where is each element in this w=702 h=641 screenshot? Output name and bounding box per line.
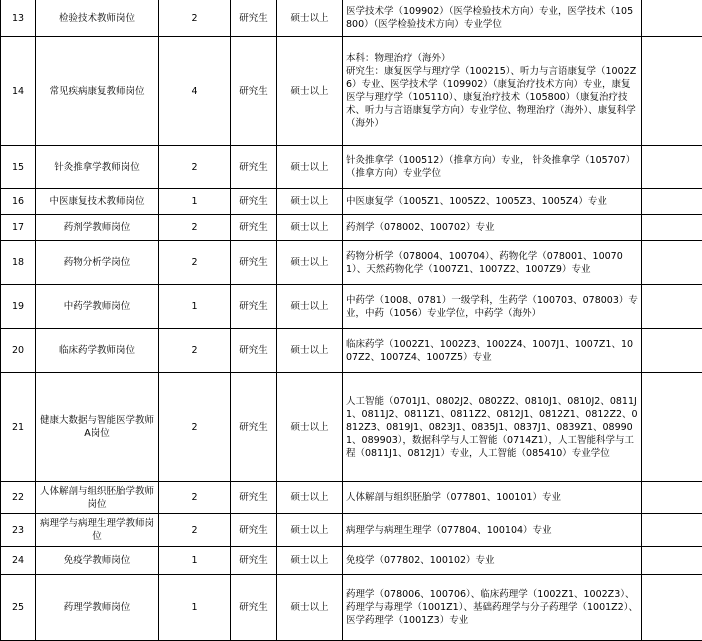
post-name: 药剂学教师岗位: [36, 215, 159, 241]
table-row: [1, 329, 702, 373]
row-number: 20: [1, 329, 36, 373]
degree: 硕士以上: [277, 547, 343, 575]
post-name: 药物分析学岗位: [36, 241, 159, 285]
headcount: 1: [159, 285, 231, 329]
post-name: 免疫学教师岗位: [36, 547, 159, 575]
headcount: 2: [159, 373, 231, 482]
degree: 硕士以上: [277, 482, 343, 514]
table-row: [1, 482, 702, 514]
row-number: 25: [1, 575, 36, 641]
row-number: 15: [1, 146, 36, 189]
education: 研究生: [231, 373, 277, 482]
education: 研究生: [231, 329, 277, 373]
remarks: [642, 514, 702, 547]
remarks: [642, 575, 702, 641]
degree: 硕士以上: [277, 285, 343, 329]
row-number: 13: [1, 0, 36, 37]
post-name: 常见疾病康复教师岗位: [36, 37, 159, 146]
degree: 硕士以上: [277, 514, 343, 547]
row-number: 23: [1, 514, 36, 547]
headcount: 2: [159, 0, 231, 37]
headcount: 1: [159, 547, 231, 575]
table-row: [1, 215, 702, 241]
headcount: 2: [159, 146, 231, 189]
headcount: 1: [159, 189, 231, 215]
remarks: [642, 329, 702, 373]
remarks: [642, 37, 702, 146]
headcount: 2: [159, 329, 231, 373]
education: 研究生: [231, 189, 277, 215]
post-name: 人体解剖与组织胚胎学教师岗位: [36, 482, 159, 514]
major-requirement: 医学技术学（109902）（医学检验技术方向）专业，医学技术（105800）（医学检验技术方向）专业学位: [343, 0, 642, 37]
education: 研究生: [231, 37, 277, 146]
degree: 硕士以上: [277, 189, 343, 215]
post-name: 检验技术教师岗位: [36, 0, 159, 37]
remarks: [642, 285, 702, 329]
post-name: 药理学教师岗位: [36, 575, 159, 641]
headcount: 2: [159, 215, 231, 241]
major-requirement: 病理学与病理生理学（077804、100104）专业: [343, 514, 642, 547]
headcount: 2: [159, 482, 231, 514]
major-requirement: 人工智能（0701J1、0802J2、0802Z2、0810J1、0810J2、0811J1、0811J2、0811Z1、0811Z2、0812J1、0812Z1、0812Z2、0812Z3、0819J1、0823J1、0835J1、0837J1、0839Z1、089901、089903），数据科学与人工智能（0714Z1），人工智能科学与工程（0811J1、0812J1）专业，人工智能（085410）专业学位: [343, 373, 642, 482]
post-name: 健康大数据与智能医学教师A岗位: [36, 373, 159, 482]
major-requirement: 药物分析学（078004、100704）、药物化学（078001、100701）、天然药物化学（1007Z1、1007Z2、1007Z9）专业: [343, 241, 642, 285]
post-name: 针灸推拿学教师岗位: [36, 146, 159, 189]
headcount: 1: [159, 575, 231, 641]
table-row: [1, 373, 702, 482]
headcount: 2: [159, 514, 231, 547]
table-row: [1, 514, 702, 547]
headcount: 4: [159, 37, 231, 146]
table-row: [1, 0, 702, 37]
education: 研究生: [231, 575, 277, 641]
row-number: 21: [1, 373, 36, 482]
remarks: [642, 373, 702, 482]
remarks: [642, 482, 702, 514]
row-number: 19: [1, 285, 36, 329]
degree: 硕士以上: [277, 37, 343, 146]
post-name: 病理学与病理生理学教师岗位: [36, 514, 159, 547]
post-name: 临床药学教师岗位: [36, 329, 159, 373]
remarks: [642, 547, 702, 575]
degree: 硕士以上: [277, 241, 343, 285]
remarks: [642, 189, 702, 215]
education: 研究生: [231, 547, 277, 575]
education: 研究生: [231, 146, 277, 189]
remarks: [642, 146, 702, 189]
table-row: [1, 146, 702, 189]
row-number: 16: [1, 189, 36, 215]
education: 研究生: [231, 285, 277, 329]
education: 研究生: [231, 241, 277, 285]
education: 研究生: [231, 514, 277, 547]
table-row: [1, 241, 702, 285]
table-row: [1, 547, 702, 575]
education: 研究生: [231, 215, 277, 241]
major-requirement: 中医康复学（1005Z1、1005Z2、1005Z3、1005Z4）专业: [343, 189, 642, 215]
table-row: [1, 575, 702, 641]
degree: 硕士以上: [277, 0, 343, 37]
degree: 硕士以上: [277, 215, 343, 241]
row-number: 14: [1, 37, 36, 146]
major-requirement: 本科：物理治疗（海外） 研究生：康复医学与理疗学（100215）、听力与言语康复学（1002Z6）专业、医学技术学（109902）（康复治疗技术方向）专业，康复医学与理疗学（105110）、康复治疗技术（105800）（康复治疗技术、听力与言语康复学方向）专业学位、物理治疗（海外）、康复科学（海外）: [343, 37, 642, 146]
degree: 硕士以上: [277, 575, 343, 641]
row-number: 18: [1, 241, 36, 285]
education: 研究生: [231, 0, 277, 37]
headcount: 2: [159, 241, 231, 285]
major-requirement: 中药学（1008、0781）一级学科，生药学（100703、078003）专业，中药（1056）专业学位，中药学（海外）: [343, 285, 642, 329]
remarks: [642, 241, 702, 285]
major-requirement: 药剂学（078002、100702）专业: [343, 215, 642, 241]
degree: 硕士以上: [277, 146, 343, 189]
row-number: 17: [1, 215, 36, 241]
table-row: [1, 189, 702, 215]
degree: 硕士以上: [277, 329, 343, 373]
table-row: [1, 37, 702, 146]
remarks: [642, 215, 702, 241]
major-requirement: 临床药学（1002Z1、1002Z3、1002Z4、1007J1、1007Z1、1007Z2、1007Z4、1007Z5）专业: [343, 329, 642, 373]
table-row: [1, 285, 702, 329]
degree: 硕士以上: [277, 373, 343, 482]
major-requirement: 免疫学（077802、100102）专业: [343, 547, 642, 575]
major-requirement: 药理学（078006、100706）、临床药理学（1002Z1、1002Z3）、药理学与毒理学（1001Z1）、基础药理学与分子药理学（1001Z2）、医学药理学（1001Z3）专业: [343, 575, 642, 641]
education: 研究生: [231, 482, 277, 514]
row-number: 24: [1, 547, 36, 575]
post-name: 中医康复技术教师岗位: [36, 189, 159, 215]
post-name: 中药学教师岗位: [36, 285, 159, 329]
major-requirement: 人体解剖与组织胚胎学（077801、100101）专业: [343, 482, 642, 514]
remarks: [642, 0, 702, 37]
row-number: 22: [1, 482, 36, 514]
major-requirement: 针灸推拿学（100512）（推拿方向）专业， 针灸推拿学（105707）（推拿方向）专业学位: [343, 146, 642, 189]
